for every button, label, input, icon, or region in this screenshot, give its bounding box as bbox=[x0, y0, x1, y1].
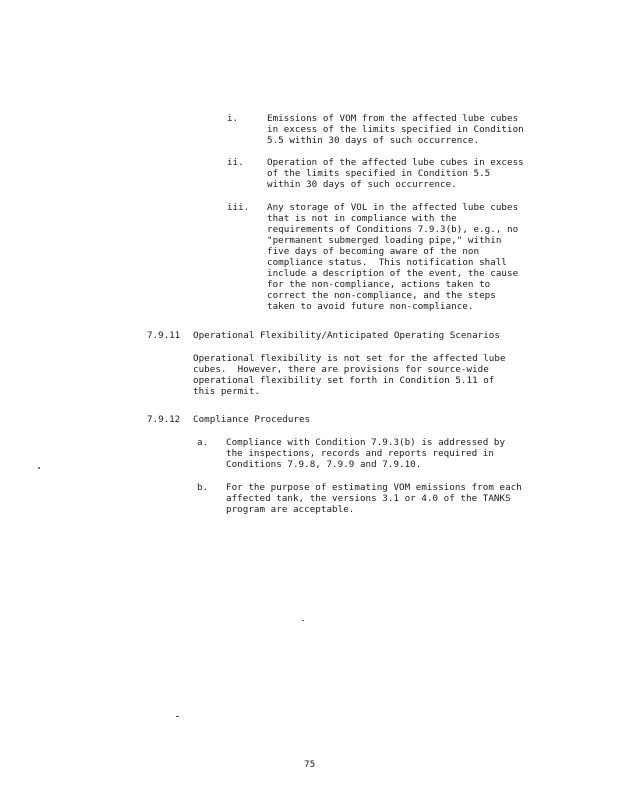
item-a-line-3: Conditions 7.9.8, 7.9.9 and 7.9.10. bbox=[226, 459, 422, 470]
section-7-9-11-number: 7.9.11 bbox=[147, 330, 181, 341]
section-7-9-11-para-line-4: this permit. bbox=[193, 386, 260, 397]
item-iii-line-9: correct the non-compliance, and the steps bbox=[267, 290, 496, 301]
item-ii-line-3: within 30 days of such occurrence. bbox=[267, 179, 457, 190]
section-7-9-11-para-line-3: operational flexibility set forth in Condition 5.11 of bbox=[193, 375, 495, 386]
item-a-line-1: Compliance with Condition 7.9.3(b) is addressed by bbox=[226, 437, 506, 448]
item-iii-line-10: taken to avoid future non-compliance. bbox=[267, 301, 474, 312]
item-iii-line-1: Any storage of VOL in the affected lube cubes bbox=[267, 202, 519, 213]
scan-speck bbox=[38, 467, 40, 469]
item-a-marker: a. bbox=[197, 437, 209, 448]
item-i-line-1: Emissions of VOM from the affected lube cubes bbox=[267, 113, 519, 124]
section-7-9-11-para-line-2: cubes. However, there are provisions for source-wide bbox=[193, 364, 489, 375]
item-iii-line-8: for the non-compliance, actions taken to bbox=[267, 279, 491, 290]
item-iii-line-6: compliance status. This notification shall bbox=[267, 257, 507, 268]
section-7-9-12-number: 7.9.12 bbox=[147, 414, 181, 425]
item-ii-marker: ii. bbox=[227, 157, 244, 168]
section-7-9-12-heading: Compliance Procedures bbox=[193, 414, 311, 425]
item-b-line-2: affected tank, the versions 3.1 or 4.0 of the TANKS bbox=[226, 493, 511, 504]
item-b-marker: b. bbox=[197, 482, 209, 493]
section-7-9-11-para-line-1: Operational flexibility is not set for the affected lube bbox=[193, 353, 506, 364]
scan-speck bbox=[302, 620, 304, 621]
item-ii-line-2: of the limits specified in Condition 5.5 bbox=[267, 168, 491, 179]
item-iii-line-5: five days of becoming aware of the non bbox=[267, 246, 480, 257]
item-i-marker: i. bbox=[227, 113, 239, 124]
page-number: 75 bbox=[304, 759, 316, 770]
item-iii-line-2: that is not in compliance with the bbox=[267, 213, 457, 224]
item-i-line-2: in excess of the limits specified in Condition bbox=[267, 124, 524, 135]
scan-speck bbox=[176, 716, 179, 717]
item-iii-marker: iii. bbox=[227, 202, 250, 213]
section-7-9-11-heading: Operational Flexibility/Anticipated Operating Scenarios bbox=[193, 330, 500, 341]
item-a-line-2: the inspections, records and reports required in bbox=[226, 448, 494, 459]
item-iii-line-3: requirements of Conditions 7.9.3(b), e.g., no bbox=[267, 224, 519, 235]
item-iii-line-4: "permanent submerged loading pipe," within bbox=[267, 235, 502, 246]
item-i-line-3: 5.5 within 30 days of such occurrence. bbox=[267, 135, 480, 146]
item-ii-line-1: Operation of the affected lube cubes in excess bbox=[267, 157, 524, 168]
item-iii-line-7: include a description of the event, the cause bbox=[267, 268, 519, 279]
item-b-line-1: For the purpose of estimating VOM emissions from each bbox=[226, 482, 522, 493]
item-b-line-3: program are acceptable. bbox=[226, 504, 355, 515]
